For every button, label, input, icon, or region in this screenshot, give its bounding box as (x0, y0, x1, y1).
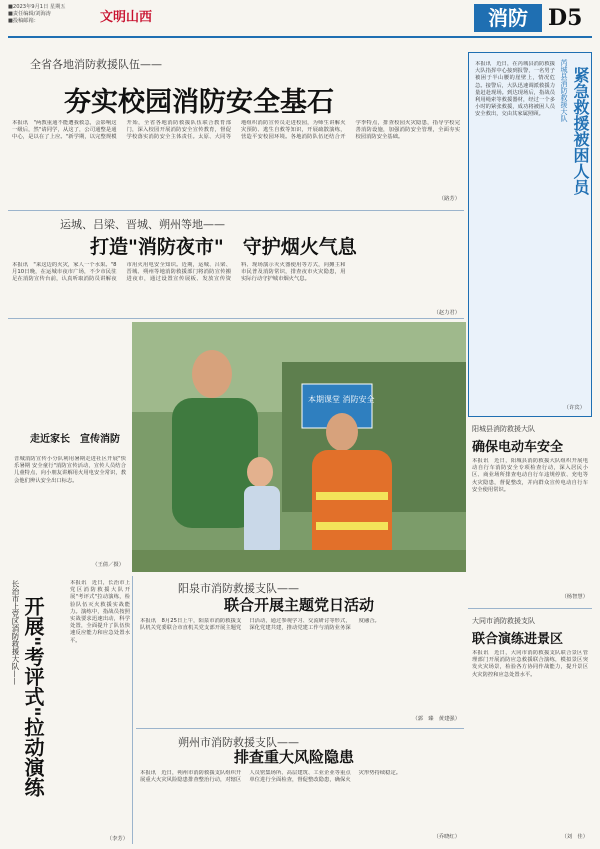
article-byline: （赵力君） (433, 310, 460, 316)
caption-title: 走近家长 宣传消防 (30, 434, 120, 445)
article-headline: 确保电动车安全 (472, 440, 564, 455)
article-ebike-safety (468, 422, 592, 604)
article-kicker: 朔州市消防救援支队—— (178, 736, 299, 749)
caption-byline: （王倩／摄） (92, 562, 124, 568)
sidebar-body: 本报讯 近日，在芮城县消防救援大队指挥中心接到报警，一名男子被困于半山腰的崖壁上，情况危急。接警后，大队迅速调派救援力量赶赴现场。到达现场后，指战员利用绳索等救援器材，经过一个多小时的紧张救援，成功将被困人员安全救出，交由其家属照顾。 (475, 61, 555, 118)
caption-body: 晋城消防宣传小分队利用暑期走进社区开展"快乐暑期 安全童行"消防宣传活动，宣传人员结合儿童特点，向小朋友讲解用火用电安全常识，教会他们辨认安全出口标志。 (14, 456, 126, 484)
sidebar-rescue (468, 52, 592, 417)
article-body: 本报讯 "两教重通不能遭我救急，会影响这一级后，然"请同学，从这了，公司通整是通中心，是以在了上应。"新学期，以完整规模开始，全省各地消防救援队伍联合教育部门，深入校园开展消防安全宣传教育，督促学校落实消防安全主体责任。太原、大同等地组织消防宣传员走进校园，为师生讲解火灾预防、逃生自救等知识，开展疏散演练，营造平安校园环境。各地消防队伍还结合开学季特点，排查校园火灾隐患，指导学校完善消防设施，加强消防安全管理，全面夯实校园消防安全基础。 (12, 120, 460, 141)
divider (8, 318, 464, 319)
article-byline: （乔晓红） (433, 834, 460, 840)
article-byline: （路芳） (438, 196, 460, 202)
article-body: 本报讯 8月25日上午，阳泉市消防救援支队机关党委联合市直机关党支部开展主题党日活动，通过参观学习、交流研讨等形式，深化党建共建，推动党建工作与消防业务深度融合。 (140, 618, 380, 632)
article-body: 本报讯 近日，阳城县消防救援大队组织开展电动自行车消防安全专项检查行动，深入居民小区、商业场所排查电动自行车违规停放、充电等火灾隐患，督促整改，并向群众宣传电动自行车安全使用常识。 (472, 458, 588, 493)
divider (468, 608, 592, 609)
article-byline: （杨智慧） (561, 594, 588, 600)
issue-date: ■2023年9月1日 星期五 ■责任编辑/刘海涛 ■投稿邮箱： (8, 4, 66, 24)
article-headline: 联合演练进景区 (472, 632, 564, 647)
sidebar-title: 紧急救援被困人员 (571, 67, 590, 195)
section-label: 消防 (474, 4, 542, 32)
article-kicker: 长治市上党区消防救援大队—— (11, 580, 20, 685)
sign-text: 本期课堂 消防安全 (308, 395, 375, 404)
article-headline: 打造"消防夜市" 守护烟火气息 (90, 236, 357, 258)
newspaper-logo: 文明山西 (100, 10, 153, 25)
sidebar-byline: （许宾） (563, 405, 585, 411)
page-number: D5 (548, 5, 583, 31)
article-byline: （李芳） (106, 836, 128, 842)
article-scenic-drill (468, 614, 592, 844)
article-headline: 开展"考评式"拉动演练 (21, 596, 45, 797)
article-night-market (8, 214, 464, 318)
article-body: 本报讯 "来这边的火灾，家人一个水果。"8月10日晚，在运城市夜市广场，不少市民驻足在消防宣传台前，认真听取消防员讲解夜市用火用电安全知识。近期，运城、吕梁、晋城、朔州等地消防救援部门将消防宣传搬进夜市，通过设置宣传展板、发放宣传资料、现场演示灭火器使用等方式，向摊主和市民普及消防常识，排查夜市火灾隐患，用实际行动守护城市烟火气息。 (12, 262, 346, 283)
article-byline: （郭 臻 黄建强） (412, 716, 460, 722)
article-headline: 联合开展主题党日活动 (224, 596, 375, 614)
sidebar-body-cont (475, 265, 587, 405)
article-body: 本报讯 近日，朔州市消防救援支队组织开展重大火灾风险隐患排查整治行动，对辖区人员密集场所、高层建筑、工业企业等重点单位进行全面检查，督促整改隐患，确保火灾形势持续稳定。 (140, 770, 402, 784)
article-kicker: 大同市消防救援支队 (472, 617, 535, 625)
photo-illustration (132, 322, 466, 572)
divider (136, 728, 464, 729)
article-kicker: 运城、吕梁、晋城、朔州等地—— (60, 218, 225, 231)
article-drill-evaluation (8, 576, 132, 844)
article-party-day (136, 576, 464, 726)
divider (132, 576, 133, 844)
article-risk-check (136, 732, 464, 844)
divider (8, 210, 464, 211)
article-body: 本报讯 近日，大同市消防救援支队联合景区管理部门开展消防应急救援联合演练，模拟景区突发火灾场景，检验各方协同作战能力，提升景区火灾防控和应急处置水平。 (472, 650, 588, 678)
article-kicker: 阳城县消防救援大队 (472, 425, 535, 433)
sidebar-kicker: 芮城县消防救援大队 (560, 59, 568, 122)
article-body: 本报讯 近日，长治市上党区消防救援大队开展"考评式"拉动演练，检验队伍灭火救援实战能力。演练中，指战员按照实战要求迅速出动，科学处置，全面提升了队伍快速反应能力和应急处置水平。 (70, 580, 130, 644)
article-headline: 夯实校园消防安全基石 (64, 87, 334, 118)
masthead-rule (8, 36, 592, 38)
article-campus-safety (8, 56, 464, 206)
news-photo (132, 322, 466, 572)
article-kicker: 全省各地消防救援队伍—— (30, 58, 162, 71)
article-byline: （刘 佳） (561, 834, 588, 840)
masthead (0, 0, 600, 40)
article-kicker: 阳泉市消防救援支队—— (178, 582, 299, 595)
article-headline: 排查重大风险隐患 (234, 748, 355, 766)
photo-caption-block (10, 322, 128, 572)
